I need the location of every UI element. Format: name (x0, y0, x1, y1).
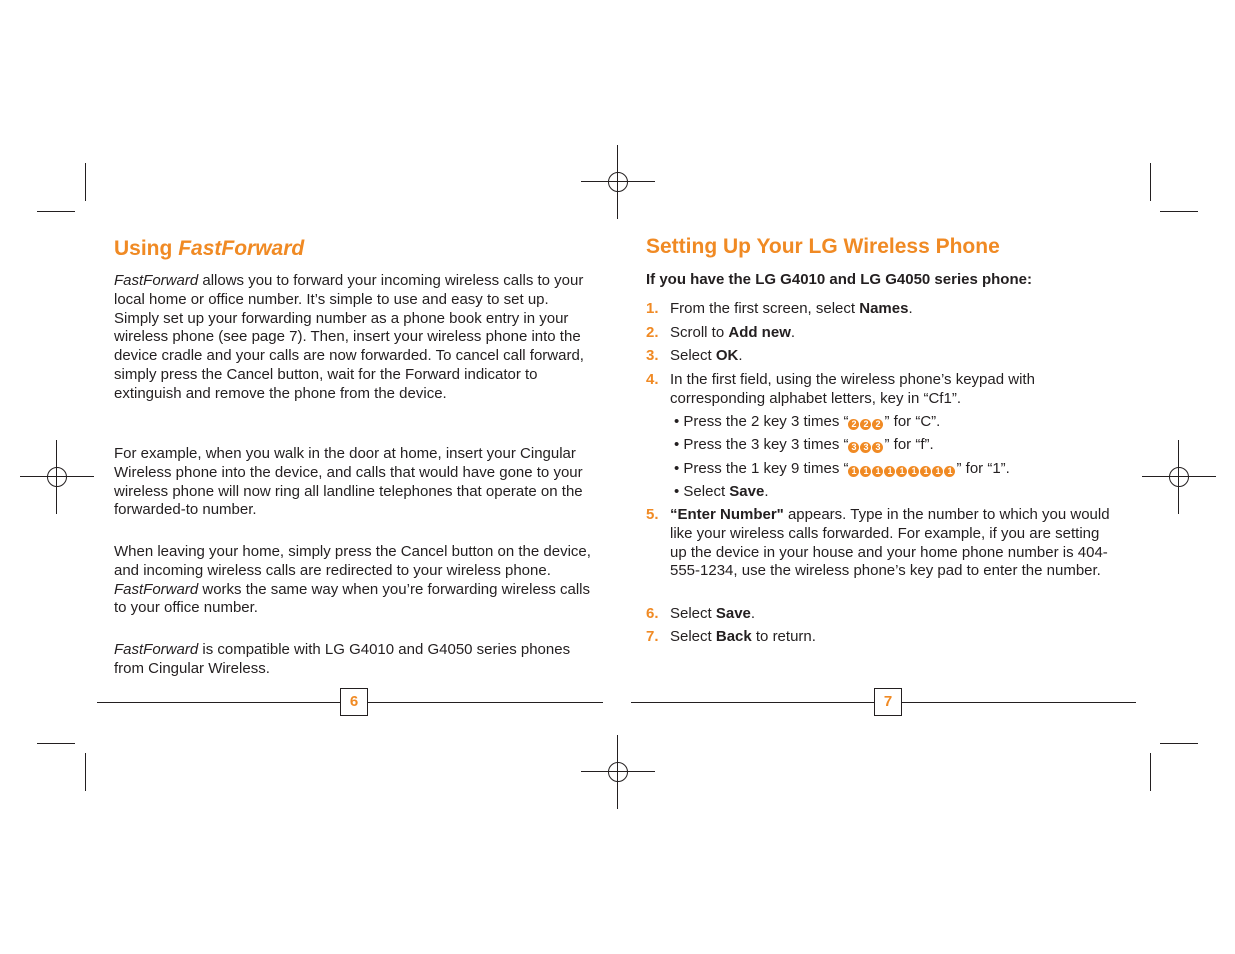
keypad-key-icon: 1 (932, 466, 943, 477)
paragraph-leaving-home: When leaving your home, simply press the Cancel button on the device, and incoming wireless calls are redirected to your wireless phone. FastForward works the same way when you’re forwarding wireless calls to your office number. (114, 543, 591, 617)
keypad-key-icon: 1 (860, 466, 871, 477)
bullet-item: • Select Save. (674, 483, 769, 500)
crop-mark (1150, 163, 1151, 201)
crop-mark (85, 753, 86, 791)
keypad-key-icons (848, 460, 956, 477)
keypad-key-icon: 1 (944, 466, 955, 477)
keypad-key-icon: 1 (872, 466, 883, 477)
keypad-key-icon: 2 (848, 419, 859, 430)
keypad-key-icon: 3 (872, 442, 883, 453)
crop-mark (1160, 743, 1198, 744)
section-subhead: If you have the LG G4010 and LG G4050 series phone: (646, 271, 1032, 288)
paragraph-compatibility: FastForward is compatible with LG G4010 and G4050 series phones from Cingular Wireless. (114, 641, 571, 677)
keypad-key-icon: 2 (872, 419, 883, 430)
registration-mark (581, 163, 655, 201)
list-item: 2. Scroll to Add new. (646, 324, 796, 341)
list-item: 6. Select Save. (646, 605, 756, 622)
crop-mark (1160, 211, 1198, 212)
keypad-key-icon: 1 (896, 466, 907, 477)
crop-mark (1150, 753, 1151, 791)
paragraph-intro: FastForward allows you to forward your incoming wireless calls to your local home or office number. It’s simple to use and easy to set up. Simply set up your forwarding number as a phone book entry in your wireless phone (see page 7). Then, insert your wireless phone into the device cradle and your calls are now forwarded. To cancel call forward, simply press the Cancel button, wait for the Forward indicator to extinguish and remove the phone from the device. (114, 272, 584, 402)
list-item: 1. From the first screen, select Names. (646, 300, 913, 317)
keypad-key-icon: 1 (884, 466, 895, 477)
keypad-key-icon: 2 (860, 419, 871, 430)
registration-mark (1160, 440, 1198, 514)
page-title: Setting Up Your LG Wireless Phone (646, 235, 1000, 258)
bullet-item: • Press the 2 key 3 times “ 2 2 2 ” for “C”. (674, 413, 941, 430)
crop-mark (37, 743, 75, 744)
registration-mark (581, 753, 655, 791)
keypad-key-icon: 1 (848, 466, 859, 477)
list-item: 5. “Enter Number" appears. Type in the number to which you would like your wireless calls forwarded. For example, if you are setting up the device in your house and your home phone number is 404-555-1234, use the wireless phone’s key pad to enter the number. (646, 506, 1110, 580)
page-title: Using FastForward (114, 237, 305, 260)
registration-mark (38, 440, 76, 514)
bullet-item: • Press the 1 key 9 times “ 1 1 1 1 1 1 1 1 1 ” for “1”. (674, 460, 1010, 477)
page-number: 6 (340, 688, 368, 716)
list-item: 3. Select OK. (646, 347, 743, 364)
keypad-key-icons (848, 436, 884, 453)
list-item: 4. In the first field, using the wireless phone’s keypad with corresponding alphabet letters, key in “Cf1”. (646, 371, 1035, 407)
keypad-key-icons (848, 413, 884, 430)
crop-mark (85, 163, 86, 201)
crop-mark (37, 211, 75, 212)
bullet-item: • Press the 3 key 3 times “ 3 3 3 ” for “f”. (674, 436, 934, 453)
keypad-key-icon: 1 (920, 466, 931, 477)
page-number: 7 (874, 688, 902, 716)
keypad-key-icon: 3 (848, 442, 859, 453)
keypad-key-icon: 3 (860, 442, 871, 453)
list-item: 7. Select Back to return. (646, 628, 816, 645)
keypad-key-icon: 1 (908, 466, 919, 477)
paragraph-example: For example, when you walk in the door at home, insert your Cingular Wireless phone into the device, and calls that would have gone to your wireless phone will now ring all landline telephones that operate on the forwarded-to number. (114, 445, 583, 519)
